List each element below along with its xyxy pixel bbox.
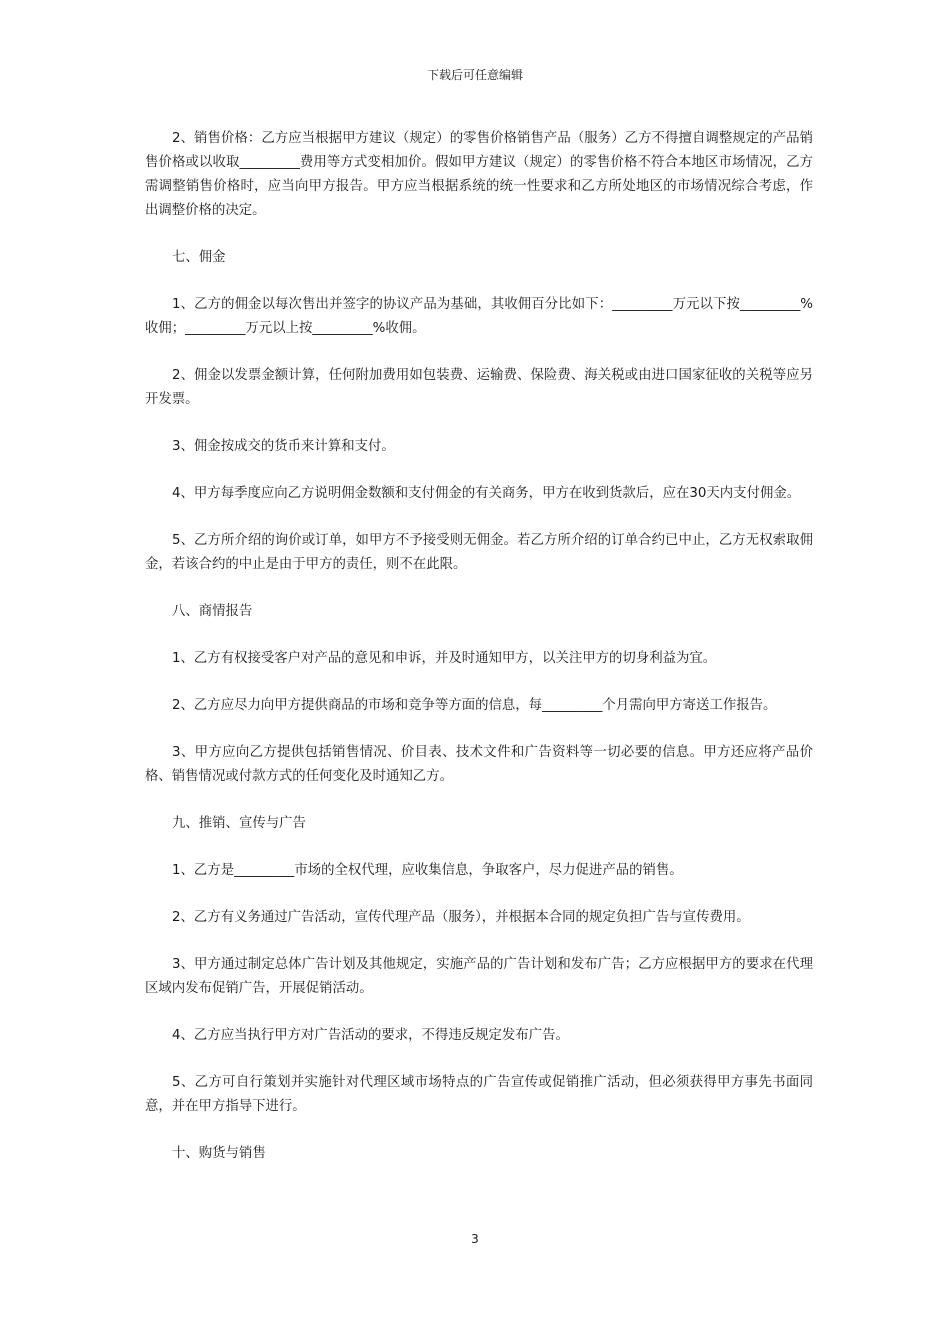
paragraph-promotion-5: 5、乙方可自行策划并实施针对代理区域市场特点的广告宣传或促销推广活动，但必须获得甲方事先书面同意，并在甲方指导下进行。 — [145, 1075, 813, 1114]
section-heading-purchase-sales: 十、购货与销售 — [172, 1146, 266, 1161]
paragraph-promotion-3: 3、甲方通过制定总体广告计划及其他规定，实施产品的广告计划和发布广告；乙方应根据甲方的要求在代理区域内发布促销广告，开展促销活动。 — [145, 957, 813, 996]
paragraph-commission-4: 4、甲方每季度应向乙方说明佣金数额和支付佣金的有关商务，甲方在收到货款后，应在30天内支付佣金。 — [172, 486, 801, 501]
paragraph-commission-3: 3、佣金按成交的货币来计算和支付。 — [172, 439, 395, 454]
paragraph-promotion-4: 4、乙方应当执行甲方对广告活动的要求，不得违反规定发布广告。 — [172, 1028, 569, 1043]
paragraph-sales-price: 2、销售价格：乙方应当根据甲方建议（规定）的零售价格销售产品（服务）乙方不得擅自调整规定的产品销售价格或以收取_________费用等方式变相加价。假如甲方建议（规定）的零售价格不符合本地区市场情况，乙方需调整销售价格时，应当向甲方报告。甲方应当根据系统的统一性要求和乙方所处地区的市场情况综合考虑，作出调整价格的决定。 — [145, 131, 813, 218]
paragraph-report-3: 3、甲方应向乙方提供包括销售情况、价目表、技术文件和广告资料等一切必要的信息。甲方还应将产品价格、销售情况或付款方式的任何变化及时通知乙方。 — [145, 745, 813, 784]
paragraph-commission-1: 1、乙方的佣金以每次售出并签字的协议产品为基础，其收佣百分比如下：_________万元以下按_________%收佣；_________万元以上按_________%收佣。 — [145, 297, 813, 336]
paragraph-promotion-2: 2、乙方有义务通过广告活动，宣传代理产品（服务），并根据本合同的规定负担广告与宣传费用。 — [172, 910, 750, 925]
section-heading-business-report: 八、商情报告 — [172, 604, 253, 619]
paragraph-commission-5: 5、乙方所介绍的询价或订单，如甲方不予接受则无佣金。若乙方所介绍的订单合约已中止，乙方无权索取佣金，若该合约的中止是由于甲方的责任，则不在此限。 — [145, 533, 813, 572]
paragraph-report-1: 1、乙方有权接受客户对产品的意见和申诉，并及时通知甲方，以关注甲方的切身利益为宜。 — [172, 651, 717, 666]
page-header: 下载后可任意编辑 — [426, 68, 523, 82]
section-heading-commission: 七、佣金 — [172, 250, 226, 265]
paragraph-commission-2: 2、佣金以发票金额计算，任何附加费用如包装费、运输费、保险费、海关税或由进口国家征收的关税等应另开发票。 — [145, 368, 813, 407]
document-body — [145, 127, 813, 1189]
paragraph-promotion-1: 1、乙方是_________市场的全权代理，应收集信息，争取客户，尽力促进产品的销售。 — [172, 863, 683, 878]
paragraph-report-2: 2、乙方应尽力向甲方提供商品的市场和竞争等方面的信息，每_________个月需向甲方寄送工作报告。 — [172, 698, 777, 713]
page-number: 3 — [471, 1232, 479, 1246]
section-heading-promotion: 九、推销、宣传与广告 — [172, 816, 306, 831]
